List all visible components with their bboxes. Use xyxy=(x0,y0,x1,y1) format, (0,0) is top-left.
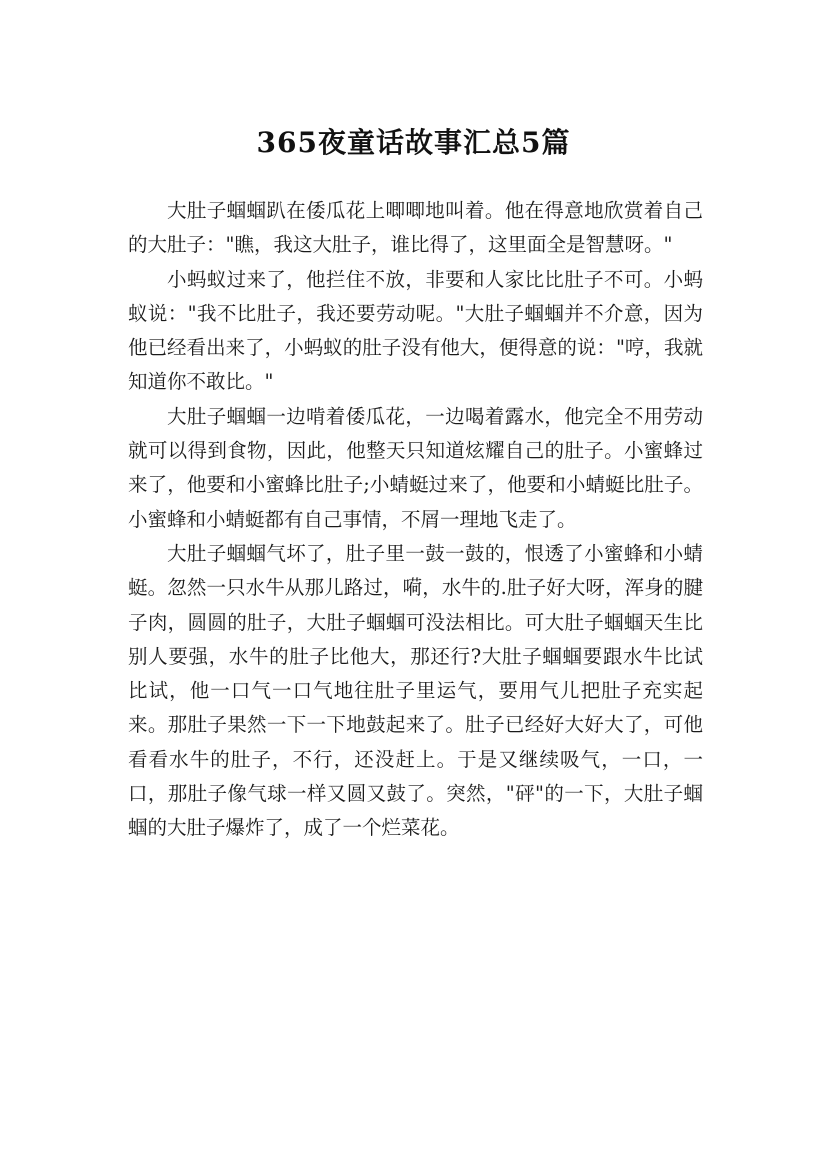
paragraph-1: 大肚子蝈蝈趴在倭瓜花上唧唧地叫着。他在得意地欣赏着自己的大肚子："瞧，我这大肚子，谁比得了，这里面全是智慧呀。" xyxy=(128,199,703,257)
paragraph-4: 大肚子蝈蝈气坏了，肚子里一鼓一鼓的，恨透了小蜜蜂和小蜻蜓。忽然一只水牛从那儿路过，嗬，水牛的.肚子好大呀，浑身的腱子肉，圆圆的肚子，大肚子蝈蝈可没法相比。可大肚子蝈蝈天生比别人要强，水牛的肚子比他大，那还行?大肚子蝈蝈要跟水牛比试比试，他一口气一口气地往肚子里运气，要用气儿把肚子充实起来。那肚子果然一下一下地鼓起来了。肚子已经好大好大了，可他看看水牛的肚子，不行，还没赶上。于是又继续吸气，一口，一口，那肚子像气球一样又圆又鼓了。突然，"砰"的一下，大肚子蝈蝈的大肚子爆炸了，成了一个烂菜花。 xyxy=(128,541,703,840)
paragraph-2: 小蚂蚁过来了，他拦住不放，非要和人家比比肚子不可。小蚂蚁说："我不比肚子，我还要劳动呢。"大肚子蝈蝈并不介意，因为他已经看出来了，小蚂蚁的肚子没有他大，便得意的说："哼，我就知道你不敢比。" xyxy=(128,267,703,394)
document-body xyxy=(128,194,703,846)
paragraph-3: 大肚子蝈蝈一边啃着倭瓜花，一边喝着露水，他完全不用劳动就可以得到食物，因此，他整天只知道炫耀自己的肚子。小蜜蜂过来了，他要和小蜜蜂比肚子;小蜻蜓过来了，他要和小蜻蜓比肚子。小蜜蜂和小蜻蜓都有自己事情，不屑一理地飞走了。 xyxy=(128,404,703,531)
document-title: 365夜童话故事汇总5篇 xyxy=(256,125,571,159)
